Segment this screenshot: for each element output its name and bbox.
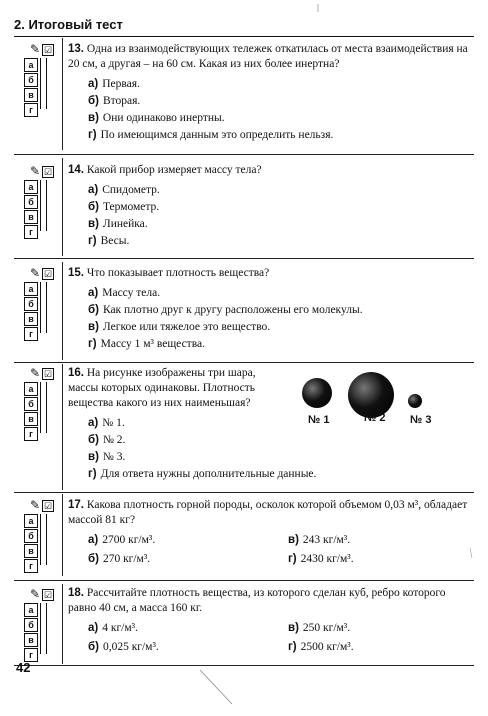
column-divider — [62, 158, 63, 256]
answer-gutter — [24, 42, 58, 118]
answer-box-a[interactable]: а — [24, 603, 38, 617]
option-a[interactable]: а) № 1. — [88, 417, 125, 429]
answer-box-g[interactable]: г — [24, 648, 38, 662]
option-b[interactable]: б) 0,025 кг/м³. — [88, 641, 159, 653]
question-14 — [68, 163, 468, 250]
option-v[interactable]: в) Легкое или тяжелое это вещество. — [88, 321, 271, 333]
column-divider — [62, 364, 63, 490]
option-v[interactable]: в) № 3. — [88, 451, 126, 463]
question-text: Рассчитайте плотность вещества, из которого сделан куб, ребро которого равно 40 см, а масса 160 кг. — [68, 587, 446, 614]
question-13 — [68, 42, 468, 144]
question-separator — [14, 362, 474, 363]
balls-figure — [300, 372, 470, 432]
answer-box-b[interactable]: б — [24, 195, 38, 209]
answer-gutter — [24, 498, 58, 574]
question-number: 17. — [68, 499, 84, 511]
question-separator — [14, 580, 474, 581]
answer-box-b[interactable]: б — [24, 618, 38, 632]
answer-box-a[interactable]: а — [24, 382, 38, 396]
answer-box-g[interactable]: г — [24, 327, 38, 341]
option-g[interactable]: г) Весы. — [88, 235, 130, 247]
question-text: Какой прибор измеряет массу тела? — [86, 164, 262, 176]
option-v[interactable]: в) 250 кг/м³. — [288, 622, 351, 634]
answer-gutter — [24, 164, 58, 240]
answer-box-b[interactable]: б — [24, 529, 38, 543]
page-number: 42 — [16, 660, 31, 675]
option-g[interactable]: г) Для ответа нужны дополнительные данные. — [88, 468, 317, 480]
option-a[interactable]: а) Первая. — [88, 78, 140, 90]
question-text: Что показывает плотность вещества? — [86, 267, 270, 279]
answer-gutter — [24, 587, 58, 663]
header-title: 2. Итоговый тест — [14, 17, 123, 32]
question-15 — [68, 266, 468, 353]
answer-box-v[interactable]: в — [24, 544, 38, 558]
ball-1 — [302, 378, 332, 408]
question-number: 16. — [68, 367, 84, 379]
option-b[interactable]: б) № 2. — [88, 434, 126, 446]
answer-box-g[interactable]: г — [24, 103, 38, 117]
answer-box-v[interactable]: в — [24, 88, 38, 102]
answer-box-v[interactable]: в — [24, 633, 38, 647]
pencil-icon: ✎ — [30, 164, 41, 178]
answer-gutter — [24, 266, 58, 342]
question-18 — [68, 586, 468, 656]
pencil-icon: ✎ — [30, 587, 41, 601]
column-divider — [62, 584, 63, 664]
option-b[interactable]: б) Вторая. — [88, 95, 141, 107]
question-number: 18. — [68, 587, 84, 599]
question-number: 15. — [68, 267, 84, 279]
option-g[interactable]: г) По имеющимся данным это определить нельзя. — [88, 129, 334, 141]
option-g[interactable]: г) 2500 кг/м³. — [288, 641, 354, 653]
tick-column — [40, 180, 47, 231]
option-a[interactable]: а) Массу тела. — [88, 287, 161, 299]
option-v[interactable]: в) Линейка. — [88, 218, 148, 230]
pencil-icon: ✎ — [30, 266, 41, 280]
answer-box-b[interactable]: б — [24, 397, 38, 411]
pencil-icon: ✎ — [30, 42, 41, 56]
question-number: 14. — [68, 164, 84, 176]
answer-box-b[interactable]: б — [24, 73, 38, 87]
answer-box-g[interactable]: г — [24, 225, 38, 239]
answer-box-a[interactable]: а — [24, 282, 38, 296]
ball-1-label: № 1 — [308, 414, 330, 426]
question-separator — [14, 665, 474, 666]
question-number: 13. — [68, 43, 84, 55]
answer-box-a[interactable]: а — [24, 514, 38, 528]
checkbox-icon[interactable]: ☑ — [44, 369, 53, 380]
option-b[interactable]: б) 270 кг/м³. — [88, 553, 151, 565]
question-16 — [68, 366, 317, 483]
answer-box-v[interactable]: в — [24, 412, 38, 426]
tick-column — [40, 58, 47, 109]
question-text: На рисунке изображены три шара, массы которых одинаковы. Плотность вещества какого из них наименьшая? — [68, 367, 256, 409]
tick-column — [40, 514, 47, 565]
answer-box-g[interactable]: г — [24, 427, 38, 441]
question-separator — [14, 492, 474, 493]
option-v[interactable]: в) 243 кг/м³. — [288, 534, 351, 546]
question-separator — [14, 258, 474, 259]
answer-box-v[interactable]: в — [24, 210, 38, 224]
stray-line — [200, 670, 232, 704]
answer-gutter — [24, 366, 58, 442]
option-v[interactable]: в) Они одинаково инертны. — [88, 112, 225, 124]
question-text: Одна из взаимодействующих тележек откатилась от места взаимодействия на 20 см, а другая – на 60 см. Какая из них более инертна? — [68, 43, 468, 70]
ball-2-label: № 2 — [364, 412, 386, 424]
column-divider — [62, 262, 63, 360]
checkbox-icon[interactable]: ☑ — [44, 501, 53, 512]
answer-box-v[interactable]: в — [24, 312, 38, 326]
column-divider — [62, 38, 63, 150]
option-a[interactable]: а) 2700 кг/м³. — [88, 534, 156, 546]
answer-box-g[interactable]: г — [24, 559, 38, 573]
tick-column — [40, 282, 47, 333]
checkbox-icon[interactable]: ☑ — [44, 590, 53, 601]
tick-column — [40, 382, 47, 433]
pencil-icon: ✎ — [30, 498, 41, 512]
tick-column — [40, 603, 47, 654]
checkbox-icon[interactable]: ☑ — [44, 269, 53, 280]
ball-3-label: № 3 — [410, 414, 432, 426]
page-header — [14, 16, 474, 37]
option-a[interactable]: а) 4 кг/м³. — [88, 622, 138, 634]
option-b[interactable]: б) Термометр. — [88, 201, 160, 213]
column-divider — [62, 494, 63, 576]
option-b[interactable]: б) Как плотно друг к другу расположены его молекулы. — [88, 304, 363, 316]
question-separator — [14, 154, 474, 155]
checkbox-icon[interactable]: ☑ — [44, 167, 53, 178]
pencil-icon: ✎ — [30, 366, 41, 380]
answer-box-a[interactable]: а — [24, 180, 38, 194]
option-a[interactable]: а) Спидометр. — [88, 184, 160, 196]
question-17 — [68, 498, 468, 568]
answer-box-b[interactable]: б — [24, 297, 38, 311]
checkbox-icon[interactable]: ☑ — [44, 45, 53, 56]
question-text: Какова плотность горной породы, осколок которой объемом 0,03 м³, обладает массой 81 кг? — [68, 499, 468, 526]
ball-3 — [408, 394, 422, 408]
option-g[interactable]: г) 2430 кг/м³. — [288, 553, 354, 565]
option-g[interactable]: г) Массу 1 м³ вещества. — [88, 338, 205, 350]
answer-box-a[interactable]: а — [24, 58, 38, 72]
